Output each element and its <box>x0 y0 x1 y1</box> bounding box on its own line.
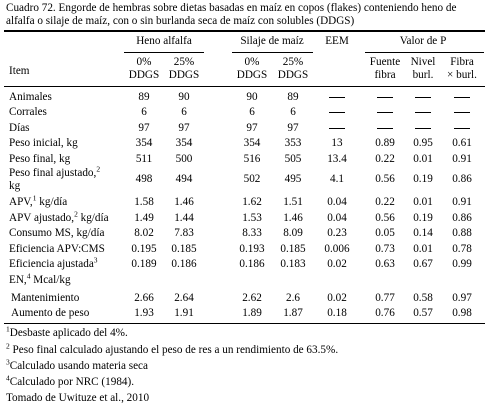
column-header: 0% <box>136 56 152 68</box>
row-label-text: Corrales <box>9 106 47 118</box>
table-cell: 97 <box>178 122 190 134</box>
table-cell: 97 <box>246 122 258 134</box>
column-header: DDGS <box>236 69 268 81</box>
row-label-text: Peso final ajustado, <box>9 167 97 179</box>
table-cell: 0.58 <box>413 292 433 304</box>
row-label-suffix: kg/día <box>77 212 109 224</box>
row-label <box>9 106 47 119</box>
table-cell: 354 <box>243 137 261 149</box>
table-cell: 0.78 <box>452 243 472 255</box>
table-cell: 498 <box>135 173 153 185</box>
table-cell: 0.14 <box>413 227 433 239</box>
column-header: burl. <box>412 69 434 81</box>
table-cell: 0.185 <box>171 243 197 255</box>
row-label-text: Eficiencia APV:CMS <box>9 243 105 255</box>
item-header: Item <box>9 65 30 77</box>
table-cell: 90 <box>178 91 190 103</box>
table-cell: 1.89 <box>242 307 262 319</box>
table-cell: 90 <box>246 91 258 103</box>
table-top-rule <box>4 30 485 32</box>
table-cell: 1.87 <box>283 307 303 319</box>
table-cell: 97 <box>138 122 150 134</box>
footnote-text: Calculado usando materia seca <box>9 360 148 372</box>
table-cell: 1.49 <box>134 212 154 224</box>
row-label-text: Consumo MS, kg/día <box>9 227 105 239</box>
row-label-text: Mantenimiento <box>11 292 80 304</box>
footnote <box>6 392 149 405</box>
table-cell: 0.05 <box>375 227 395 239</box>
row-label <box>9 271 71 287</box>
table-cell <box>405 91 441 104</box>
column-header: DDGS <box>128 69 160 81</box>
table-cell <box>442 122 482 135</box>
table-cell: 1.91 <box>174 307 194 319</box>
row-label <box>9 137 78 150</box>
row-label-text: EN, <box>9 274 27 286</box>
row-label-text: APV, <box>9 196 33 208</box>
table-cell: 354 <box>135 137 153 149</box>
column-header: Nivel <box>410 56 436 68</box>
row-label-suffix: Mcal/kg <box>30 274 71 286</box>
table-cell: 0.185 <box>280 243 306 255</box>
table-cell <box>365 91 405 104</box>
footnote <box>6 341 339 357</box>
empty-dash <box>377 112 393 113</box>
row-label <box>9 91 52 104</box>
table-cell: 0.193 <box>239 243 265 255</box>
empty-dash <box>415 97 431 98</box>
row-label-text: Peso inicial, kg <box>9 137 78 149</box>
table-caption: Cuadro 72. Engorde de hembras sobre dietas basadas en maíz en copos (flakes) conteniendo heno de alfalfa o silaje de maíz, con o sin burlanda seca de maíz con solubles (DDGS) <box>6 2 457 27</box>
empty-dash <box>329 112 345 113</box>
table-cell: 8.02 <box>134 227 154 239</box>
column-header: DDGS <box>168 69 200 81</box>
table-cell <box>405 106 441 119</box>
table-cell: 511 <box>135 153 153 165</box>
footnote <box>6 373 135 389</box>
footnote-number: 4 <box>6 373 10 383</box>
group-header: Heno alfalfa <box>136 35 192 47</box>
table-cell: 0.23 <box>327 227 347 239</box>
row-label-suffix: kg/día <box>36 196 68 208</box>
empty-dash <box>415 128 431 129</box>
table-cell: 0.19 <box>413 212 433 224</box>
table-cell: 0.01 <box>413 153 433 165</box>
table-cell: 0.01 <box>413 196 433 208</box>
row-label <box>9 209 109 225</box>
footnote-text: Tomado de Uwituze et al., 2010 <box>6 392 150 404</box>
table-cell: 0.91 <box>452 196 472 208</box>
empty-dash <box>454 112 470 113</box>
footnote-ref: 2 <box>74 209 78 219</box>
table-cell: 0.95 <box>413 137 433 149</box>
footnote-ref: 4 <box>26 271 31 281</box>
table-cell: 0.183 <box>280 258 306 270</box>
table-cell: 6 <box>181 106 187 118</box>
table-cell: 0.02 <box>327 258 347 270</box>
empty-dash <box>415 112 431 113</box>
table-cell: 0.67 <box>413 258 433 270</box>
row-label <box>9 193 68 209</box>
table-cell: 0.57 <box>413 307 433 319</box>
empty-dash <box>454 128 470 129</box>
table-cell: 1.58 <box>134 196 154 208</box>
row-label <box>11 307 89 320</box>
column-header: Fuente <box>369 56 401 68</box>
row-label <box>9 122 30 135</box>
table-cell: 0.86 <box>452 173 472 185</box>
empty-dash <box>329 97 345 98</box>
table-cell: 0.56 <box>375 212 395 224</box>
footnote-number: 3 <box>6 357 10 367</box>
table-cell: 502 <box>243 173 261 185</box>
row-label-text: APV ajustado, <box>9 212 75 224</box>
row-label <box>9 255 98 271</box>
empty-dash <box>377 97 393 98</box>
table-cell: 4.1 <box>330 173 344 185</box>
table-cell: 13.4 <box>327 153 347 165</box>
group-header: EEM <box>325 35 349 47</box>
empty-dash <box>454 97 470 98</box>
table-cell: 8.33 <box>242 227 262 239</box>
column-header: × burl. <box>447 69 477 81</box>
group-header: Valor de P <box>399 35 447 47</box>
row-label <box>9 164 101 180</box>
table-cell <box>319 91 355 104</box>
empty-dash <box>329 128 345 129</box>
table-cell: 0.189 <box>131 258 157 270</box>
table-cell: 2.64 <box>174 292 194 304</box>
table-cell: 1.53 <box>242 212 262 224</box>
table-cell: 2.62 <box>242 292 262 304</box>
table-cell: 0.77 <box>375 292 395 304</box>
table-cell: 0.04 <box>327 196 347 208</box>
table-cell <box>365 106 405 119</box>
table-bottom-rule <box>4 323 485 324</box>
table-cell: 0.02 <box>327 292 347 304</box>
footnote-ref: 1 <box>32 193 37 203</box>
table-cell: 353 <box>284 137 302 149</box>
row-label-text: Días <box>9 122 30 134</box>
table-cell: 1.51 <box>283 196 303 208</box>
table-cell <box>405 122 441 135</box>
column-header: DDGS <box>277 69 309 81</box>
table-cell: 0.186 <box>239 258 265 270</box>
table-cell: 0.04 <box>327 212 347 224</box>
footnote-text: Desbaste aplicado del 4%. <box>9 327 128 339</box>
table-cell: 7.83 <box>174 227 194 239</box>
table-cell: 494 <box>175 173 193 185</box>
table-cell: 6 <box>290 106 296 118</box>
table-cell: 1.44 <box>174 212 194 224</box>
row-label <box>9 243 105 256</box>
table-cell: 0.22 <box>375 196 395 208</box>
table-cell: 0.76 <box>375 307 395 319</box>
table-cell: 0.73 <box>375 243 395 255</box>
table-cell: 97 <box>287 122 299 134</box>
table-cell: 516 <box>243 153 261 165</box>
table-cell: 0.61 <box>452 137 472 149</box>
table-cell: 89 <box>138 91 150 103</box>
table-cell: 0.195 <box>131 243 157 255</box>
table-cell: 495 <box>284 173 302 185</box>
table-cell: 6 <box>141 106 147 118</box>
table-cell: 1.93 <box>134 307 154 319</box>
header-rule <box>4 86 485 87</box>
table-cell: 0.186 <box>171 258 197 270</box>
table-cell: 1.46 <box>174 196 194 208</box>
footnote-number: 2 <box>6 341 10 351</box>
table-cell: 0.56 <box>375 173 395 185</box>
table-cell: 0.97 <box>452 292 472 304</box>
table-cell <box>442 106 482 119</box>
row-label-line2: kg <box>9 180 21 192</box>
table-cell: 500 <box>175 153 193 165</box>
table-cell <box>319 122 355 135</box>
group-underline <box>232 52 313 53</box>
row-label <box>9 227 104 240</box>
empty-dash <box>377 128 393 129</box>
row-label <box>9 153 70 166</box>
table-cell: 0.91 <box>452 153 472 165</box>
table-cell: 0.99 <box>452 258 472 270</box>
table-cell: 2.6 <box>286 292 300 304</box>
group-header: Silaje de maíz <box>240 35 304 47</box>
table-cell: 8.09 <box>283 227 303 239</box>
footnote-number: 1 <box>6 324 10 334</box>
footnote-text: Calculado por NRC (1984). <box>9 376 135 388</box>
table-cell: 0.63 <box>375 258 395 270</box>
table-cell: 505 <box>284 153 302 165</box>
table-cell: 0.86 <box>452 212 472 224</box>
table-cell: 89 <box>287 91 299 103</box>
table-cell: 13 <box>331 137 343 149</box>
table-cell: 1.46 <box>283 212 303 224</box>
table-cell: 0.98 <box>452 307 472 319</box>
column-header: Fibra <box>450 56 474 68</box>
column-header: 0% <box>244 56 260 68</box>
footnote <box>6 324 128 340</box>
row-label-text: Aumento de peso <box>11 307 90 319</box>
table-cell: 0.88 <box>452 227 472 239</box>
footnote-text: Peso final calculado ajustando el peso de res a un rendimiento de 63.5%. <box>9 344 339 356</box>
table-cell: 0.22 <box>375 153 395 165</box>
table-cell: 0.01 <box>413 243 433 255</box>
table-cell: 0.18 <box>327 307 347 319</box>
table-cell: 1.62 <box>242 196 262 208</box>
group-underline <box>124 52 204 53</box>
column-header: 25% <box>282 56 304 68</box>
group-underline <box>365 52 484 53</box>
table-cell <box>365 122 405 135</box>
table-cell: 354 <box>175 137 193 149</box>
footnote <box>6 357 148 373</box>
table-cell: 2.66 <box>134 292 154 304</box>
row-label <box>11 292 79 305</box>
table-cell: 0.006 <box>324 243 350 255</box>
table-cell <box>319 106 355 119</box>
column-header: 25% <box>173 56 195 68</box>
row-label-text: Eficiencia ajustada <box>9 258 94 270</box>
row-label-text: Animales <box>9 91 52 103</box>
footnote-ref: 2 <box>96 164 101 174</box>
table-cell <box>442 91 482 104</box>
table-cell: 0.89 <box>375 137 395 149</box>
row-label-text: Peso final, kg <box>9 153 71 165</box>
footnote-ref: 3 <box>93 255 98 265</box>
table-cell: 6 <box>249 106 255 118</box>
table-cell: 0.19 <box>413 173 433 185</box>
column-header: fibra <box>374 69 396 81</box>
